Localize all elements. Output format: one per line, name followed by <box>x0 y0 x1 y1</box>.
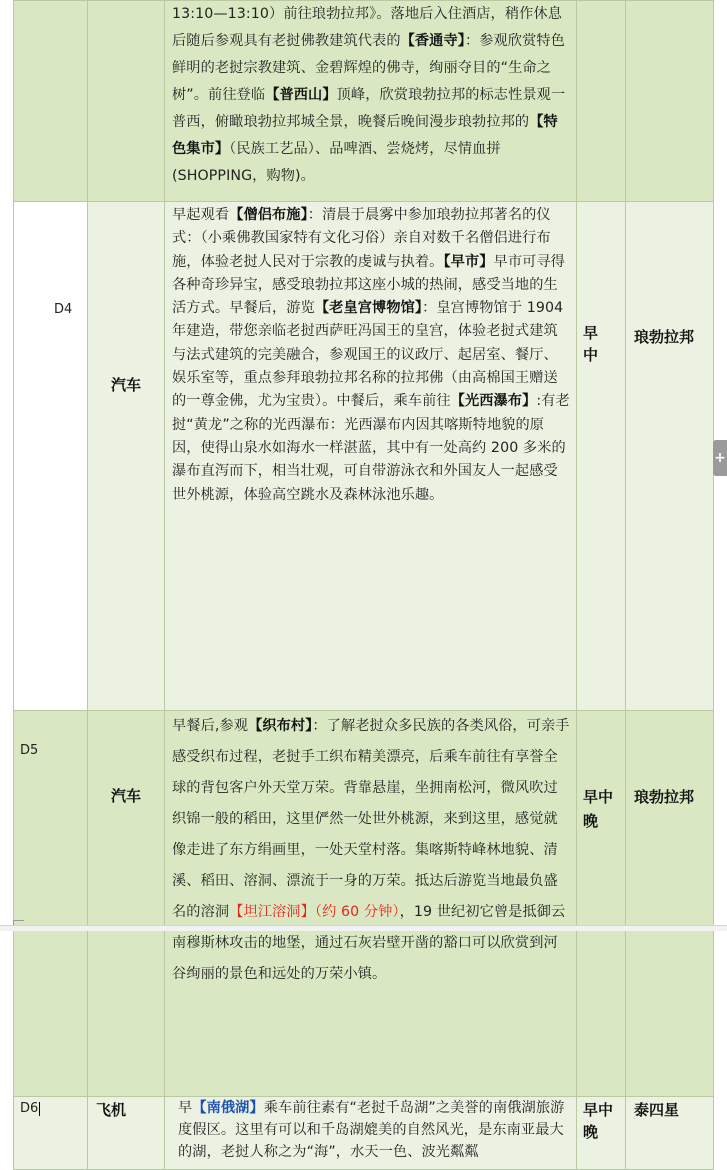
meals-label: 早中晚 <box>583 1101 614 1141</box>
description-text <box>172 1097 570 1163</box>
body-text: 乘车前往素有“老挝千岛湖”之美誉的南俄湖旅游度假区。这里有可以和千岛湖媲美的自然风光，是东南亚最大的湖，老挝人称之为“海”，水天一色、波光粼粼 <box>178 1100 565 1160</box>
hotel-label: 琅勃拉邦 <box>626 202 714 711</box>
expand-panel-button[interactable]: + <box>713 440 727 476</box>
day-cell <box>14 1 88 202</box>
hotel-label: 琅勃拉邦 <box>626 711 714 1097</box>
day-label: D5 <box>14 711 88 1097</box>
body-text: 早 <box>178 1100 193 1116</box>
day-cell <box>14 1097 88 1170</box>
meals-cell <box>577 202 626 711</box>
itinerary-table <box>13 0 714 1170</box>
transport-label: 汽车 <box>88 202 165 711</box>
body-text: ：参观欣赏特色鲜明的老挝宗教建筑、金碧辉煌的佛寺，绚丽夺目的“生命之树”。前往登临 <box>172 33 565 103</box>
table-row <box>14 202 714 711</box>
transport-cell <box>88 1 165 202</box>
highlight-text: 【坦江溶洞】（约 60 分钟） <box>229 904 400 920</box>
body-text: 早市可寻得各种奇珍异宝，感受琅勃拉邦这座小城的热闹，感受当地的生活方式。早餐后，游览 <box>172 253 565 317</box>
body-text: 早餐后,参观 <box>172 718 249 734</box>
body-text: ：清晨于晨雾中参加琅勃拉邦著名的仪式：（小乘佛教国家特有文化习俗）亲自对数千名僧侣进行布施，体验老挝人民对于宗教的虔诚与执着。 <box>172 207 551 270</box>
table-row <box>14 1097 714 1170</box>
highlight-text: 【特色集市】 <box>172 114 558 157</box>
highlight-text: 【早市】 <box>443 253 494 270</box>
meals-cell <box>577 1097 626 1170</box>
page-bottom-edge <box>0 925 727 931</box>
description-text <box>172 1 570 190</box>
highlight-text: 【普西山】 <box>265 87 337 103</box>
day-cell <box>14 202 88 711</box>
hotel-label: 泰四星 <box>626 1097 714 1170</box>
highlight-text: 【光西瀑布】 <box>450 393 537 410</box>
meals-cell <box>577 711 626 1097</box>
description-text <box>172 711 570 990</box>
highlight-text: 【南俄湖】 <box>192 1100 264 1116</box>
table-row <box>14 1 714 202</box>
day-label: D4 <box>54 302 73 317</box>
text-cursor <box>39 1102 40 1116</box>
body-text: （民族工艺品）、品啤酒、尝烧烤，尽情血拼(SHOPPING，购物)。 <box>172 141 501 184</box>
description-cell <box>165 711 577 1097</box>
highlight-text: 【织布村】 <box>248 718 313 734</box>
transport-label: 汽车 <box>88 711 165 1097</box>
body-text: 早起观看 <box>172 207 230 223</box>
meals-label: 早中 <box>583 324 599 364</box>
table-row <box>14 711 714 1097</box>
hotel-cell <box>626 1 714 202</box>
description-cell <box>165 1 577 202</box>
highlight-text: 【老皇宫博物馆】 <box>314 300 423 317</box>
body-text: ：皇宫博物馆于 1904 年建造，带您亲临老挝西萨旺冯国王的皇宫，体验老挝式建筑与法式建筑的完美融合，参观国王的议政厅、起居室、餐厅、娱乐室等，重点参拜琅勃拉邦名称的拉邦佛（由高棉国王赠送的一尊金佛，尤为宝贵）。中餐后，乘车前往 <box>172 300 564 410</box>
highlight-text: 【僧侣布施】 <box>229 207 308 223</box>
description-cell <box>165 1097 577 1170</box>
day-label: D6 <box>20 1101 39 1116</box>
description-cell <box>165 202 577 711</box>
body-text: 顶峰，欣赏琅勃拉邦的标志性景观一普西，俯瞰琅勃拉邦城全景，晚餐后晚间漫步琅勃拉邦的 <box>172 87 566 130</box>
description-text <box>172 202 570 507</box>
body-text: ：了解老挝众多民族的各类风俗，可亲手感受织布过程，老挝手工织布精美漂亮，后乘车前往有享誉全球的背包客户外天堂万荣。背靠悬崖，坐拥南松河，微风吹过织锦一般的稻田，这里俨然一处世外桃源，来到这里，感觉就像走进了东方绢画里，一处天堂村落。集喀斯特峰林地貌、清溪、稻田、溶洞、漂流于一身的万荣。抵达后游览当地最负盛名的溶洞 <box>172 718 570 920</box>
body-text: ，19 世纪初它曾是抵御云南穆斯林攻击的地堡，通过石灰岩壁开凿的豁口可以欣赏到河谷绚丽的景色和远处的万荣小镇。 <box>172 904 566 982</box>
body-text: 13:10—13:10）前往琅勃拉邦》。落地后入住酒店，稍作休息后随后参观具有老挝佛教建筑代表的 <box>172 6 562 49</box>
transport-label: 飞机 <box>88 1097 165 1170</box>
highlight-text: 【香通寺】 <box>400 33 465 49</box>
meals-label: 早中晚 <box>583 788 614 830</box>
body-text: :有老挝“黄龙”之称的光西瀑布：光西瀑布内因其喀斯特地貌的原因，使得山泉水如海水一样湛蓝，其中有一处高约 200 多米的瀑布直泻而下，相当壮观，可自带游泳衣和外国友人一起感受世外桃源，体验高空跳水及森林泳池乐趣。 <box>172 393 570 503</box>
meals-cell <box>577 1 626 202</box>
